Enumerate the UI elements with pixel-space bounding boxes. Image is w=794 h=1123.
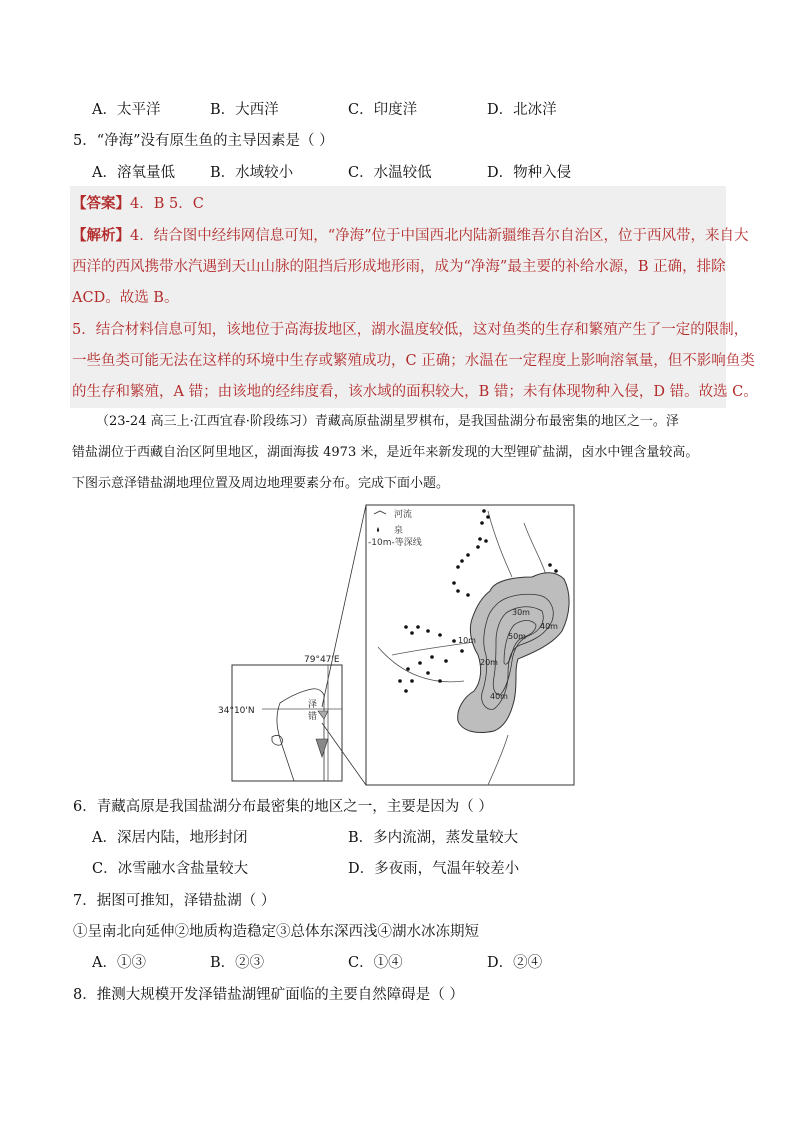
contour-label-40m-south: 40m (490, 692, 508, 701)
lake-label-1: 泽 (308, 700, 318, 710)
q7-option-b: B．②③ (210, 955, 265, 971)
map-figure (218, 505, 578, 791)
legend-contour: -10m-等深线 (368, 538, 422, 548)
answer-label: 【答案】 (72, 195, 130, 212)
connector-line-top (322, 505, 366, 707)
spring (404, 625, 408, 629)
q7-option-c: C．①④ (348, 955, 403, 971)
spring (456, 589, 460, 593)
spring (456, 565, 460, 569)
q5-option-b: B．水域较小 (210, 165, 294, 181)
legend-river: 河流 (394, 510, 413, 520)
q7-statements: ①呈南北向延伸②地质构造稳定③总体东深西浅④湖水冰冻期短 (73, 924, 479, 940)
spring (430, 655, 434, 659)
material-line-1: （23-24 高三上·江西宜春·阶段练习）青藏高原盐湖星罗棋布，是我国盐湖分布最密集的地区之一。泽 (96, 414, 679, 429)
analysis-line-5: 一些鱼类可能无法在这样的环境中生存或繁殖成功，C 正确；水温在一定程度上影响溶氧量，但不影响鱼类 (72, 353, 755, 369)
spring (486, 515, 490, 519)
q8-stem: 8．推测大规模开发泽错盐湖锂矿面临的主要自然障碍是（ ） (73, 987, 464, 1003)
spring (444, 659, 448, 663)
spring (410, 631, 414, 635)
analysis-line-6: 的生存和繁殖，A 错；由该地的经纬度看，该水域的面积较大，B 错；未有体现物种入侵，D 错。故选 C。 (72, 384, 758, 400)
longitude-label: 79°47'E (304, 655, 340, 665)
q5-stem: 5．“净海”没有原生鱼的主导因素是（ ） (73, 133, 334, 149)
spring (418, 661, 422, 665)
q7-option-a: A．①③ (92, 955, 146, 971)
spring (406, 667, 410, 671)
spring (426, 671, 430, 675)
spring (480, 521, 484, 525)
spring (404, 689, 408, 693)
q6-option-d: D．多夜雨，气温年较差小 (348, 861, 520, 877)
spring (438, 633, 442, 637)
material-line-3: 下图示意泽错盐湖地理位置及周边地理要素分布。完成下面小题。 (72, 476, 450, 491)
analysis-text-1: 4．结合图中经纬网信息可知，“净海”位于中国西北内陆新疆维吾尔自治区，位于西风带，来自大 (130, 228, 749, 244)
spring (452, 581, 456, 585)
spring (466, 553, 470, 557)
contour-label-30m: 30m (512, 608, 530, 617)
map-svg (218, 505, 578, 787)
analysis-line-1 (72, 226, 749, 246)
spring (460, 649, 464, 653)
q6-stem: 6．青藏高原是我国盐湖分布最密集的地区之一，主要是因为（ ） (73, 799, 493, 815)
inset-frame (232, 665, 342, 781)
spring (548, 563, 552, 567)
contour-label-20m: 20m (480, 658, 498, 667)
answer-line (72, 194, 204, 214)
spring (476, 545, 480, 549)
spring (460, 559, 464, 563)
spring (484, 539, 488, 543)
spring (482, 509, 486, 513)
q4-option-c: C．印度洋 (348, 102, 418, 118)
spring (478, 537, 482, 541)
answer-text: 4．B 5．C (130, 196, 204, 212)
contour-label-10m: 10m (458, 636, 476, 645)
q4-option-a: A．太平洋 (92, 102, 161, 118)
q5-option-c: C．水温较低 (348, 165, 432, 181)
spring (554, 569, 558, 573)
spring (452, 639, 456, 643)
q4-option-b: B．大西洋 (210, 102, 279, 118)
q6-option-c: C．冰雪融水含盐量较大 (92, 861, 249, 877)
analysis-label: 【解析】 (72, 227, 130, 244)
spring (426, 629, 430, 633)
spring (410, 679, 414, 683)
legend-spring: 泉 (394, 526, 404, 536)
material-line-2: 错盐湖位于西藏自治区阿里地区，湖面海拔 4973 米，是近年来新发现的大型锂矿盐湖，卤水中锂含量较高。 (72, 445, 699, 460)
lake-label-2: 错 (308, 712, 318, 722)
q7-stem: 7．据图可推知，泽错盐湖（ ） (73, 893, 276, 909)
spring (438, 679, 442, 683)
latitude-label: 34°10'N (218, 706, 255, 716)
q6-option-b: B．多内流湖，蒸发量较大 (348, 830, 519, 846)
spring (416, 625, 420, 629)
q6-option-a: A．深居内陆，地形封闭 (92, 830, 248, 846)
q5-option-d: D．物种入侵 (487, 165, 572, 181)
q7-option-d: D．②④ (487, 955, 543, 971)
q5-option-a: A．溶氧量低 (92, 165, 175, 181)
contour-label-50m: 50m (508, 632, 526, 641)
spring (398, 679, 402, 683)
contour-label-40m: 40m (540, 622, 558, 631)
analysis-line-3: ACD。故选 B。 (72, 290, 179, 306)
analysis-line-2: 西洋的西风携带水汽遇到天山山脉的阻挡后形成地形雨，成为“净海”最主要的补给水源，B 正确，排除 (72, 259, 726, 275)
spring (466, 593, 470, 597)
q4-option-d: D．北冰洋 (487, 102, 557, 118)
analysis-line-4: 5．结合材料信息可知，该地位于高海拔地区，湖水温度较低，这对鱼类的生存和繁殖产生了一定的限制， (72, 322, 749, 338)
